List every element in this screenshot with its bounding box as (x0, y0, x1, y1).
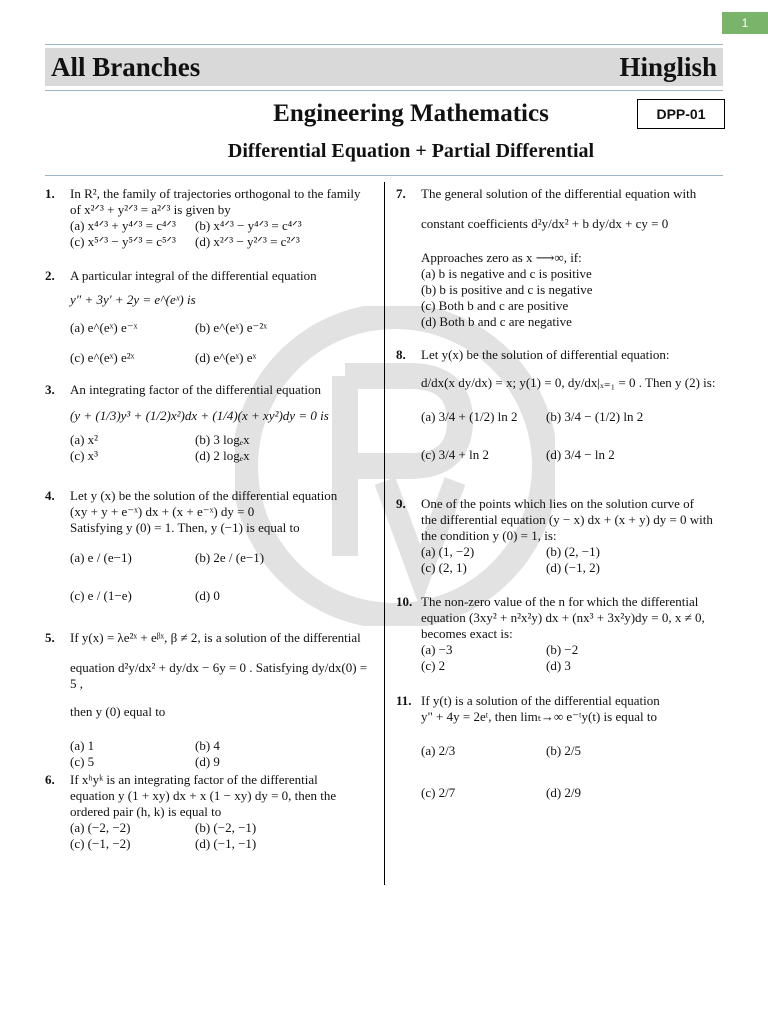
question-text: The general solution of the differential equation with (421, 186, 697, 201)
option-c: (c) x³ (70, 448, 99, 463)
banner-rule (45, 90, 723, 91)
question-number: 4. (45, 488, 55, 503)
question-number: 1. (45, 186, 55, 201)
option-b: (b) 3 logₑx (195, 432, 250, 447)
question-equation: d/dx(x dy/dx) = x; y(1) = 0, dy/dx|ₓ₌₁ = 0 . Then y (2) is: (421, 375, 716, 390)
question-number: 5. (45, 630, 55, 645)
question-text: One of the points which lies on the solution curve of (421, 496, 694, 511)
option-b: (b) x⁴ᐟ³ − y⁴ᐟ³ = c⁴ᐟ³ (195, 218, 302, 233)
dpp-badge: DPP-01 (637, 99, 725, 129)
question-text: equation y (1 + xy) dx + x (1 − xy) dy = 0, then the (70, 788, 337, 803)
option-a: (a) −3 (421, 642, 453, 657)
option-d: (d) x²ᐟ³ − y²ᐟ³ = c²ᐟ³ (195, 234, 300, 249)
option-a: (a) 1 (70, 738, 95, 753)
option-b: (b) −2 (546, 642, 579, 657)
question-text: A particular integral of the differential equation (70, 268, 317, 283)
option-c: (c) x⁵ᐟ³ − y⁵ᐟ³ = c⁵ᐟ³ (70, 234, 176, 249)
option-b: (b) 2e / (e−1) (195, 550, 265, 565)
option-d: (d) 9 (195, 754, 220, 769)
option-b: (b) 4 (195, 738, 220, 753)
option-d: (d) (−1, −1) (195, 836, 257, 851)
question-number: 2. (45, 268, 55, 283)
option-a: (a) x⁴ᐟ³ + y⁴ᐟ³ = c⁴ᐟ³ (70, 218, 176, 233)
question-number: 8. (396, 347, 406, 362)
question-number: 10. (396, 594, 413, 609)
question-text: ordered pair (h, k) is equal to (70, 804, 222, 819)
option-c: (c) 3/4 + ln 2 (421, 447, 489, 462)
option-b: (b) 3/4 − (1/2) ln 2 (546, 409, 644, 424)
option-c: (c) e / (1−e) (70, 588, 132, 603)
option-b: (b) 2/5 (546, 743, 582, 758)
question-text: In R², the family of trajectories orthogonal to the family (70, 186, 361, 201)
question-text: constant coefficients d²y/dx² + b dy/dx + cy = 0 (421, 216, 669, 231)
question-text: y" + 4y = 2eᵗ, then limₜ→∞ e⁻ᵗy(t) is equal to (421, 709, 657, 724)
option-c: (c) 2/7 (421, 785, 456, 800)
option-b: (b) e^(eˣ) e⁻²ˣ (195, 320, 268, 335)
question-equation: y" + 3y' + 2y = e^(eˣ) is (70, 292, 196, 307)
question-text: Satisfying y (0) = 1. Then, y (−1) is equal to (70, 520, 300, 535)
question-text: of x²ᐟ³ + y²ᐟ³ = a²ᐟ³ is given by (70, 202, 231, 217)
question-number: 3. (45, 382, 55, 397)
question-text: then y (0) equal to (70, 704, 166, 719)
option-c: (c) e^(eˣ) e²ˣ (70, 350, 135, 365)
topic-title: Differential Equation + Partial Differential (227, 140, 595, 162)
option-b: (b) (−2, −1) (195, 820, 257, 835)
question-text: equation (3xy² + n²x²y) dx + (nx³ + 3x²y)dy = 0, x ≠ 0, (421, 610, 705, 625)
question-text: If xʰyᵏ is an integrating factor of the differential (70, 772, 318, 787)
option-d: (d) 3/4 − ln 2 (546, 447, 615, 462)
option-c: (c) (−1, −2) (70, 836, 131, 851)
header-banner (45, 48, 723, 86)
option-b: (b) (2, −1) (546, 544, 600, 559)
question-text: becomes exact is: (421, 626, 513, 641)
option-a: (a) 3/4 + (1/2) ln 2 (421, 409, 518, 424)
question-number: 6. (45, 772, 55, 787)
question-text: The non-zero value of the n for which the differential (421, 594, 699, 609)
option-a: (a) (1, −2) (421, 544, 475, 559)
option-c: (c) 5 (70, 754, 95, 769)
option-d: (d) 3 (546, 658, 571, 673)
option-b: (b) b is positive and c is negative (421, 282, 593, 297)
option-a: (a) b is negative and c is positive (421, 266, 592, 281)
top-rule (45, 44, 723, 45)
option-a: (a) 2/3 (421, 743, 456, 758)
question-text: equation d²y/dx² + dy/dx − 6y = 0 . Satisfying dy/dx(0) = 5 , (70, 660, 368, 691)
question-text: If y(t) is a solution of the differential equation (421, 693, 660, 708)
option-d: (d) Both b and c are negative (421, 314, 572, 329)
option-d: (d) e^(eˣ) eˣ (195, 350, 257, 365)
option-c: (c) Both b and c are positive (421, 298, 569, 313)
option-d: (d) 0 (195, 588, 220, 603)
header-left: All Branches (51, 51, 201, 82)
topic-rule (45, 175, 723, 176)
option-d: (d) 2/9 (546, 785, 582, 800)
question-text: Let y (x) be the solution of the differential equation (70, 488, 338, 503)
option-a: (a) e^(eˣ) e⁻ˣ (70, 320, 138, 335)
page-number: 1 (722, 12, 768, 34)
option-c: (c) (2, 1) (421, 560, 467, 575)
option-d: (d) 2 logₑx (195, 448, 250, 463)
question-text: Approaches zero as x ⟶∞, if: (421, 250, 582, 265)
question-number: 7. (396, 186, 406, 201)
question-text: If y(x) = λe²ˣ + eᵝˣ, β ≠ 2, is a solution of the differential (70, 630, 361, 645)
option-a: (a) x² (70, 432, 99, 447)
question-text: An integrating factor of the differential equation (70, 382, 321, 397)
option-a: (a) (−2, −2) (70, 820, 131, 835)
question-text: the condition y (0) = 1, is: (421, 528, 557, 543)
question-number: 9. (396, 496, 406, 511)
subject-title: Engineering Mathematics (273, 100, 549, 127)
question-text: (xy + y + e⁻ˣ) dx + (x + e⁻ˣ) dy = 0 (70, 504, 255, 519)
option-d: (d) (−1, 2) (546, 560, 600, 575)
option-a: (a) e / (e−1) (70, 550, 132, 565)
header-right: Hinglish (619, 51, 717, 82)
question-number: 11. (396, 693, 412, 708)
question-equation: (y + (1/3)y³ + (1/2)x²)dx + (1/4)(x + xy²)dy = 0 is (70, 408, 329, 423)
option-c: (c) 2 (421, 658, 446, 673)
question-text: the differential equation (y − x) dx + (x + y) dy = 0 with (421, 512, 713, 527)
question-text: Let y(x) be the solution of differential equation: (421, 347, 670, 362)
